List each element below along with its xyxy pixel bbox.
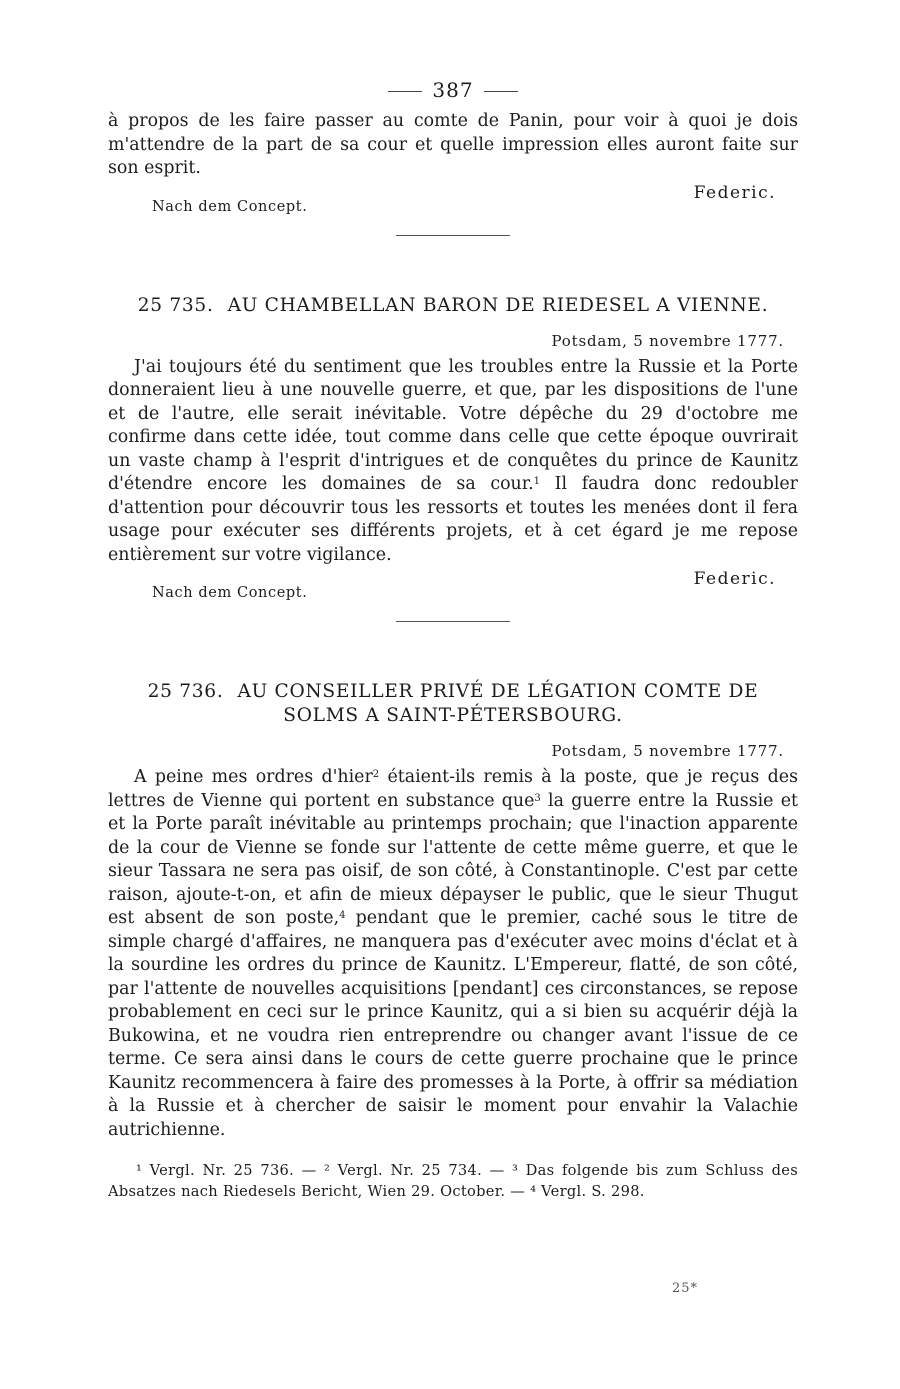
footnote-ref: 1 bbox=[533, 476, 541, 487]
letter-heading bbox=[108, 294, 798, 318]
page-number: 387 bbox=[432, 78, 474, 102]
footnotes: ¹ Vergl. Nr. 25 736. — ² Vergl. Nr. 25 734. — ³ Das folgende bis zum Schluss des Absatzes nach Riedesels Bericht, Wien 29. October. — ⁴ Vergl. S. 298. bbox=[108, 1162, 798, 1200]
letter-body-text: J'ai toujours été du sentiment que les troubles entre la Russie et la Porte donneraient lieu à une nouvelle guerre, et que, par les dispositions de l'une et de l'autre, elle serait inévitable. Votre dépêche du 29 d'octobre me confirme dans cette idée, tout comme dans celle que cette époque ouvrirait un vaste champ à l'esprit d'intrigues et de conquêtes du prince de Kaunitz d'étendre encore les domaines de sa cour. bbox=[108, 356, 798, 494]
letter-body-text: Il faudra donc redoubler d'attention pour découvrir tous les ressorts et toutes les menées dont il fera usage pour exécuter ses différents projets, et à cet égard je me repose entièrement sur votre vigilance. bbox=[108, 474, 798, 565]
letter-body bbox=[108, 356, 798, 568]
section-divider bbox=[396, 621, 510, 622]
section-divider bbox=[396, 235, 510, 236]
letter-title: AU CHAMBELLAN BARON DE RIEDESEL A VIENNE. bbox=[227, 294, 769, 316]
letter-source-note: Nach dem Concept. bbox=[152, 585, 308, 601]
letter-dateline: Potsdam, 5 novembre 1777. bbox=[551, 331, 784, 350]
letter-body-text: la guerre entre la Russie et et la Porte paraît inévitable au printemps prochain; que l'inaction apparente de la cour de Vienne se fonde sur l'attente de cette même guerre, et que le sieur Tassara ne sera pas oisif, de son côté, à Constantinople. C'est par cette raison, ajoute-t-on, et afin de mieux dépayser le public, que le sieur Thugut est absent de son poste, bbox=[108, 790, 798, 928]
letter-body-text: A peine mes ordres d'hier bbox=[134, 767, 373, 787]
intro-paragraph: à propos de les faire passer au comte de Panin, pour voir à quoi je dois m'attendre de la part de sa cour et quelle impression elles auront faite sur son esprit. bbox=[108, 111, 798, 178]
intro-signature: Federic. bbox=[693, 182, 776, 203]
footnote-ref: 4 bbox=[339, 910, 346, 921]
letter-dateline: Potsdam, 5 novembre 1777. bbox=[551, 742, 784, 760]
document-page bbox=[108, 78, 798, 1202]
letter-body bbox=[108, 766, 798, 1142]
letter-number: 25 735. bbox=[137, 294, 214, 316]
intro-source-note: Nach dem Concept. bbox=[152, 198, 308, 215]
footnote-ref: 3 bbox=[534, 792, 541, 804]
letter-body-text: étaient-ils remis à la poste, que je reçus des lettres de Vienne qui portent en substance que bbox=[108, 767, 798, 811]
page-header bbox=[108, 78, 798, 102]
footnote-ref: 2 bbox=[372, 769, 380, 780]
header-dash-left bbox=[388, 91, 422, 92]
header-dash-right bbox=[484, 91, 518, 92]
printer-signature-mark: 25* bbox=[672, 1281, 699, 1296]
letter-signature: Federic. bbox=[693, 569, 776, 589]
letter-body-text: pendant que le premier, caché sous le titre de simple chargé d'affaires, ne manquera pas d'exécuter avec moins d'éclat et à la sourdine les ordres du prince de Kaunitz. L'Empereur, flatté, de son côté, par l'attente de nouvelles acquisitions [pendant] ces circonstances, se repose probablement en ceci sur le prince Kaunitz, qui a si bien su acquérir déjà la Bukowina, et ne voudra rien entreprendre ou changer avant l'issue de ce terme. Ce sera ainsi dans le cours de cette guerre prochaine que le prince Kaunitz recommencera à faire des promesses à la Porte, à offrir sa médiation à la Russie et à chercher de saisir le moment pour envahir la Valachie autrichienne. bbox=[108, 908, 798, 1140]
letter-number: 25 736. bbox=[147, 681, 224, 702]
letter-title: AU CONSEILLER PRIVÉ DE LÉGATION COMTE DE SOLMS A SAINT-PÉTERSBOURG. bbox=[237, 681, 759, 726]
letter-heading bbox=[108, 680, 798, 728]
